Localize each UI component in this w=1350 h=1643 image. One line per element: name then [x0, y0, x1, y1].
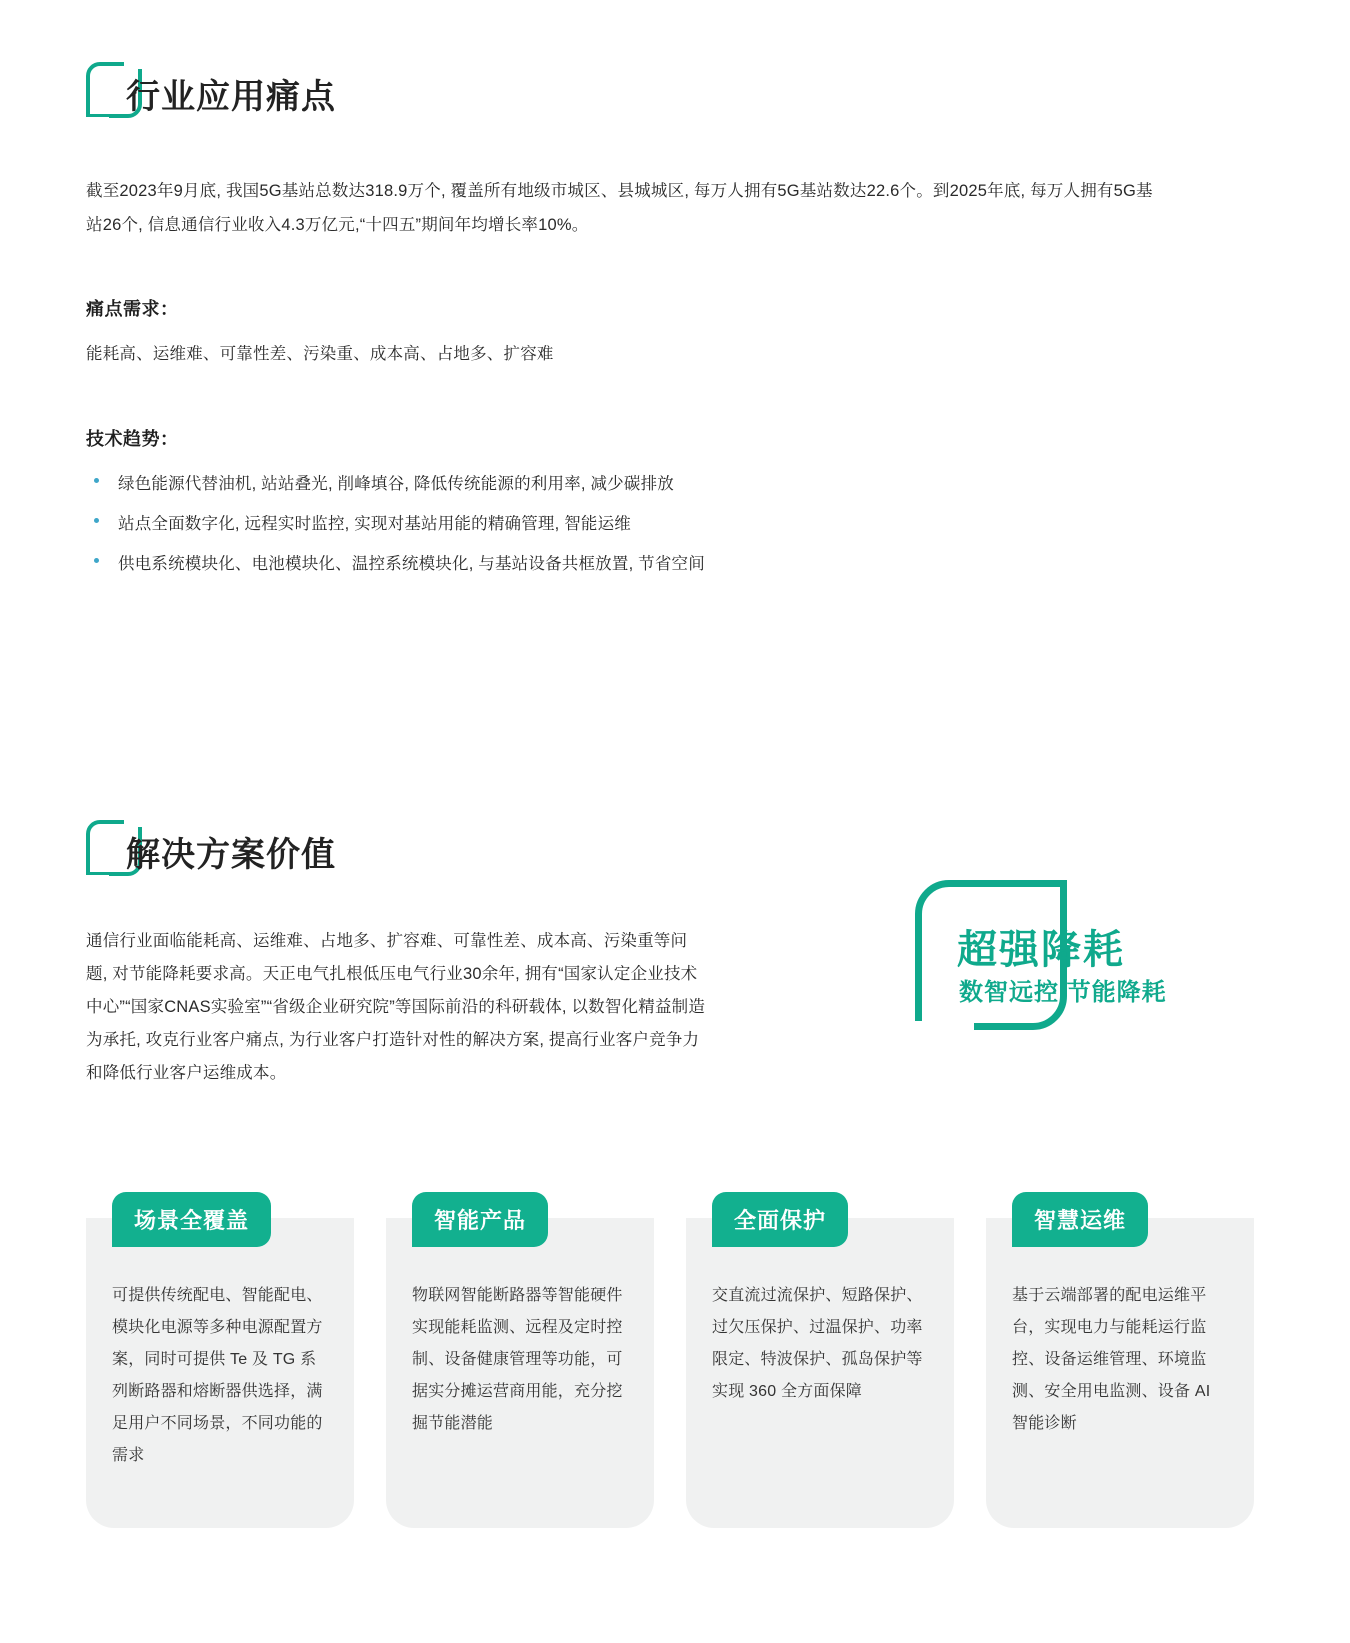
bullet-dot-icon [94, 518, 99, 523]
bullet-dot-icon [94, 558, 99, 563]
section-title-solution-value: 解决方案价值 [126, 835, 336, 874]
card-body [86, 1218, 354, 1528]
card-body [986, 1218, 1254, 1528]
demand-text: 能耗高、运维难、可靠性差、污染重、成本高、占地多、扩容难 [86, 345, 554, 363]
value-card [986, 1208, 1254, 1528]
card-text: 可提供传统配电、智能配电、模块化电源等多种电源配置方案，同时可提供 Te 及 TG 系列断路器和熔断器供选择，满足用户不同场景，不同功能的需求 [112, 1287, 323, 1464]
card-body [686, 1218, 954, 1528]
pain-points-intro-paragraph: 截至2023年9月底, 我国5G基站总数达318.9万个, 覆盖所有地级市城区、县城城区, 每万人拥有5G基站数达22.6个。到2025年底, 每万人拥有5G基站26个, 信息通信行业收入4.3万亿元,“十四五”期间年均增长率10%。 [86, 182, 1153, 234]
value-card-list [86, 1208, 1266, 1528]
card-text: 基于云端部署的配电运维平台，实现电力与能耗运行监控、设备运维管理、环境监测、安全用电监测、设备 AI 智能诊断 [1012, 1287, 1211, 1432]
card-tab-label: 全面保护 [712, 1192, 848, 1247]
list-item [86, 550, 705, 574]
value-card [86, 1208, 354, 1528]
trend-item-text: 供电系统模块化、电池模块化、温控系统模块化, 与基站设备共框放置, 节省空间 [118, 555, 705, 573]
trend-item-text: 绿色能源代替油机, 站站叠光, 削峰填谷, 降低传统能源的利用率, 减少碳排放 [118, 475, 674, 493]
value-card [386, 1208, 654, 1528]
solution-value-paragraph: 通信行业面临能耗高、运维难、占地多、扩容难、可靠性差、成本高、污染重等问题, 对节能降耗要求高。天正电气扎根低压电气行业30余年, 拥有“国家认定企业技术中心”“国家CNAS实验室”“省级企业研究院”等国际前沿的科研载体, 以数智化精益制造为承托, 攻克行业客户痛点, 为行业客户打造针对性的解决方案, 提高行业客户竞争力和降低行业客户运维成本。 [86, 932, 706, 1082]
section-heading-pain-points [86, 62, 336, 124]
card-tab-label: 智慧运维 [1012, 1192, 1148, 1247]
section-title-pain-points: 行业应用痛点 [126, 77, 336, 116]
demand-heading: 痛点需求： [86, 299, 179, 319]
card-text: 交直流过流保护、短路保护、过欠压保护、过温保护、功率限定、特波保护、孤岛保护等实现 360 全方面保障 [712, 1287, 923, 1400]
trend-list [86, 470, 705, 590]
bullet-dot-icon [94, 478, 99, 483]
card-body [386, 1218, 654, 1528]
card-tab-label: 场景全覆盖 [112, 1192, 271, 1247]
card-tab-label: 智能产品 [412, 1192, 548, 1247]
trend-heading: 技术趋势： [86, 429, 179, 449]
list-item [86, 470, 705, 494]
highlight-badge [915, 880, 1165, 1030]
badge-sub-text: 数智远控 节能降耗 [959, 979, 1167, 1006]
badge-main-text: 超强降耗 [957, 928, 1125, 972]
trend-item-text: 站点全面数字化, 远程实时监控, 实现对基站用能的精确管理, 智能运维 [118, 515, 632, 533]
value-card [686, 1208, 954, 1528]
section-heading-solution-value [86, 820, 336, 882]
card-text: 物联网智能断路器等智能硬件实现能耗监测、远程及定时控制、设备健康管理等功能，可据实分摊运营商用能，充分挖掘节能潜能 [412, 1287, 623, 1432]
list-item [86, 510, 705, 534]
